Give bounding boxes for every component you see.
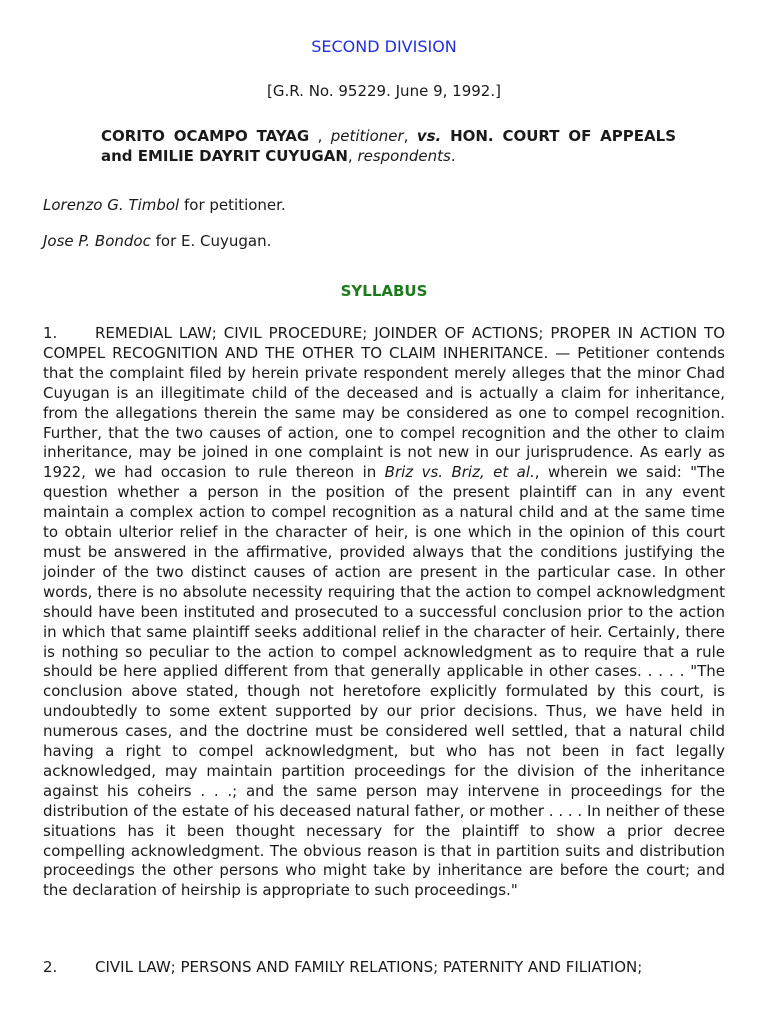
case-number: [G.R. No. 95229. June 9, 1992.]: [267, 82, 501, 100]
paragraph-text: CIVIL LAW; PERSONS AND FAMILY RELATIONS; PATERNITY AND FILIATION;: [95, 958, 643, 976]
separator: ,: [403, 127, 417, 145]
separator: ,: [347, 147, 358, 165]
counsel-role: for petitioner.: [179, 196, 286, 214]
period: .: [450, 147, 456, 165]
case-parties: [101, 126, 676, 166]
case-citation: Briz vs. Briz, et al.: [384, 463, 535, 482]
paragraph-number: 2.: [43, 958, 58, 976]
paragraph-text: , wherein we said: "The question whether a person in the position of the present plaintiff can in any event maintain a complex action to compel recognition as a natural child and at the same time to obtain ulterior relief in the character of heir, is one which in the opinion of this court must be answered in the affirmative, provided always that the conditions justifying the joinder of the two distinct causes of action are present in the particular case. In other words, there is no absolute necessity requiring that the action to compel acknowledgment should have been instituted and prosecuted to a successful conclusion prior to the action in which that same plaintiff seeks additional relief in the character of heir. Certainly, there is nothing so peculiar to the action to compel acknowledgment as to require that a rule should be here applied different from that generally applicable in other cases. . . . . "The conclusion above stated, though not heretofore explicitly formulated by this court, is undoubtedly to some extent supported by our prior decisions. Thus, we have held in numerous cases, and the doctrine must be considered well settled, that a natural child having a right to compel acknowledgment, but who has not been in fact legally acknowledged, may maintain partition proceedings for the division of the inheritance against his coheirs . . .; and the same person may intervene in proceedings for the distribution of the estate of his deceased natural father, or mother . . . . In neither of these situations has it been thought necessary for the plaintiff to show a prior decree compelling acknowledgment. The obvious reason is that in partition suits and distribution proceedings the other persons who might take by inheritance are before the court; and the declaration of heirship is appropriate to such proceedings.": [43, 463, 725, 900]
respondent-role: respondents: [357, 147, 451, 165]
syllabus-paragraph-2: [43, 958, 725, 978]
petitioner-name: CORITO OCAMPO TAYAG: [101, 127, 310, 145]
division-heading: SECOND DIVISION: [311, 37, 457, 56]
counsel-name: Jose P. Bondoc: [43, 232, 151, 250]
counsel-petitioner: [43, 196, 286, 214]
petitioner-role: petitioner: [330, 127, 404, 145]
paragraph-text: REMEDIAL LAW; CIVIL PROCEDURE; JOINDER OF ACTIONS; PROPER IN ACTION TO COMPEL RECOGNITION AND THE OTHER TO CLAIM INHERITANCE. — Petitioner contends that the complaint filed by herein private respondent merely alleges that the minor Chad Cuyugan is an illegitimate child of the deceased and is actually a claim for inheritance, from the allegations therein the same may be considered as one to compel recognition. Further, that the two causes of action, one to compel recognition and the other to claim inheritance, may be joined in one complaint is not new in our jurisprudence. As early as 1922, we had occasion to rule thereon in: [43, 324, 725, 482]
versus-label: vs.: [416, 127, 442, 145]
counsel-role: for E. Cuyugan.: [150, 232, 272, 250]
paragraph-number: 1.: [43, 324, 58, 342]
separator: ,: [309, 127, 331, 145]
counsel-name: Lorenzo G. Timbol: [43, 196, 180, 214]
respondent-names: HON. COURT OF APPEALS and EMILIE DAYRIT CUYUGAN: [101, 127, 676, 165]
syllabus-paragraph-1: [43, 324, 725, 901]
counsel-respondent: [43, 232, 271, 250]
syllabus-heading: SYLLABUS: [340, 282, 428, 300]
